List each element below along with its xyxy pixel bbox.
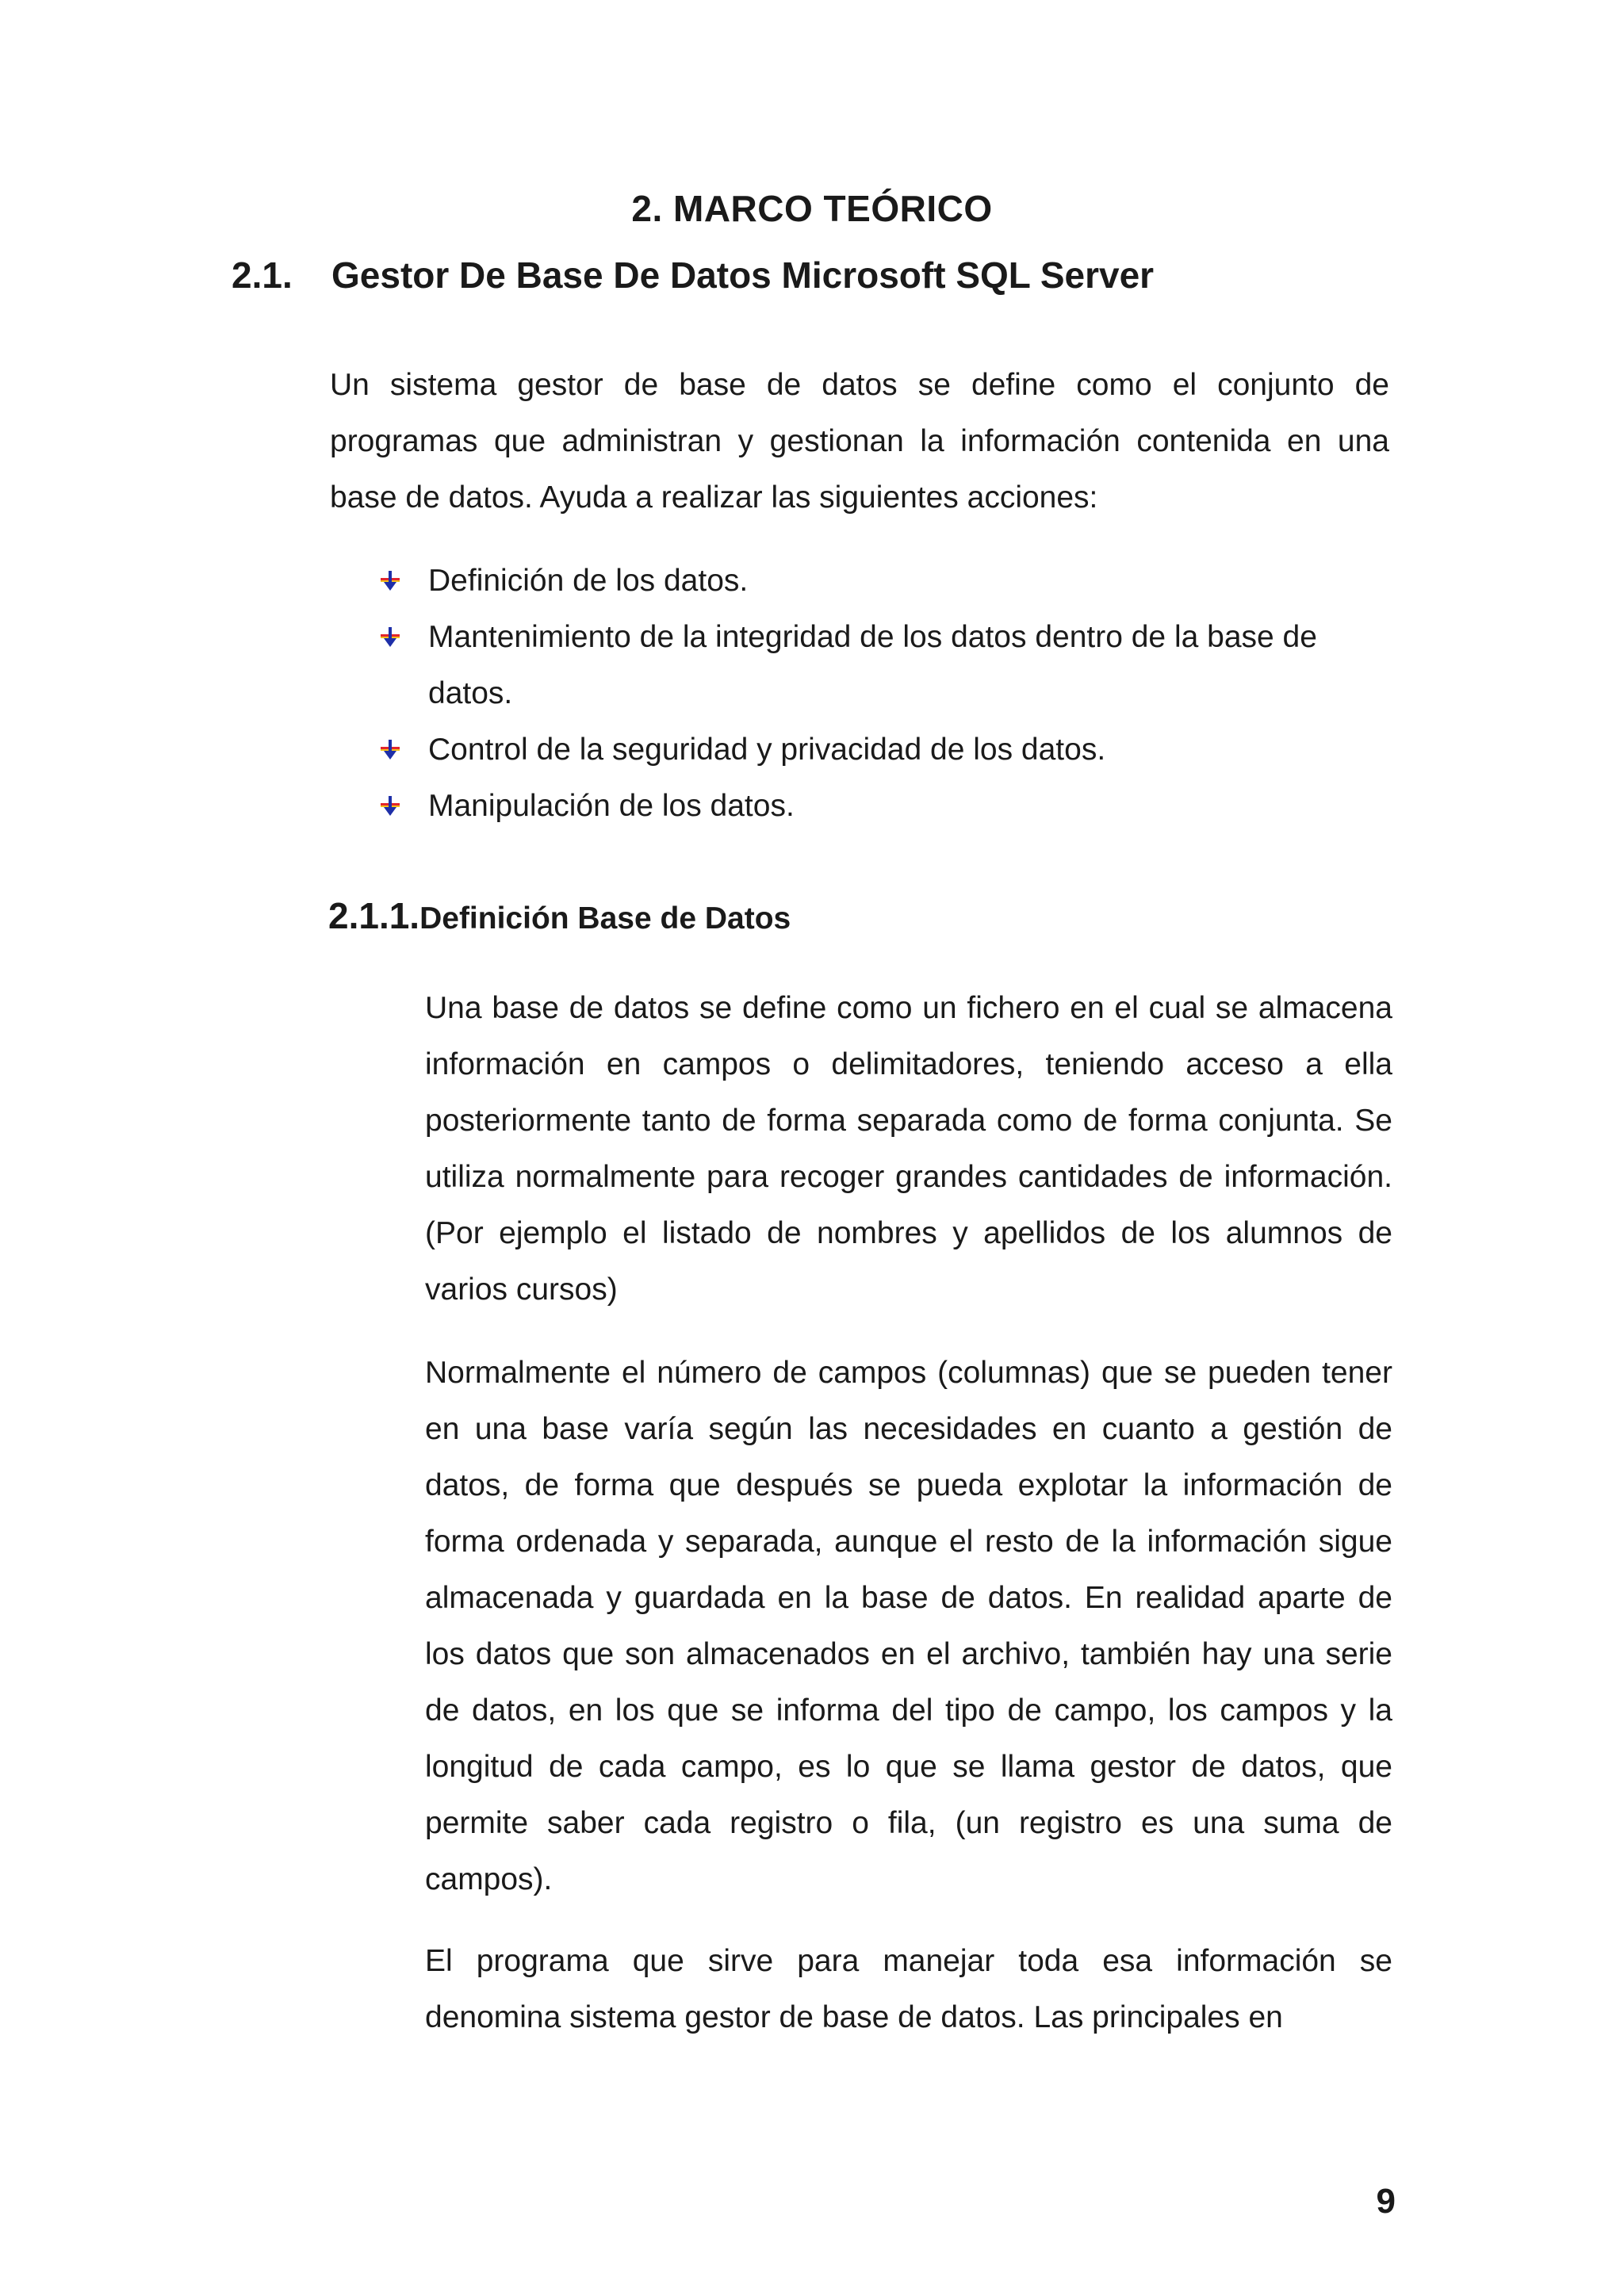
bullet-item [377,553,1389,609]
bullet-text: Definición de los datos. [428,564,749,598]
page-number: 9 [1376,2182,1396,2221]
bullet-text: Control de la seguridad y privacidad de los datos. [428,733,1106,767]
chapter-title: 2. MARCO TEÓRICO [631,188,993,229]
subsection-title: Definición Base de Datos [419,901,791,936]
push-pin-arrow-icon [377,626,403,649]
bullet-item [377,721,1389,778]
bullet-list [377,553,1389,834]
section-heading [232,254,1154,297]
push-pin-arrow-icon [377,570,403,592]
bullet-item [377,778,1389,834]
push-pin-arrow-icon [377,739,403,761]
subsection-paragraph: El programa que sirve para manejar toda esa información se denomina sistema gestor de base de datos. Las principales en [425,1944,1392,2034]
subsection-paragraph: Una base de datos se define como un fichero en el cual se almacena información en campos o delimitadores, teniendo acceso a ella posteriormente tanto de forma separada como de forma conjunta. Se utiliza normalmente para recoger grandes cantidades de información. (Por ejemplo el listado de nombres y apellidos de los alumnos de varios cursos) [425,991,1392,1307]
bullet-text: Mantenimiento de la integridad de los datos dentro de la base de datos. [428,620,1317,710]
bullet-item [377,609,1389,721]
push-pin-arrow-icon [377,795,403,817]
subsection-paragraph: Normalmente el número de campos (columnas) que se pueden tener en una base varía según las necesidades en cuanto a gestión de datos, de forma que después se pueda explotar la información de forma ordenada y separada, aunque el resto de la información sigue almacenada y guardada en la base de datos. En realidad aparte de los datos que son almacenados en el archivo, también hay una serie de datos, en los que se informa del tipo de campo, los campos y la longitud de cada campo, es lo que se llama gestor de datos, que permite saber cada registro o fila, (un registro es una suma de campos). [425,1356,1392,1896]
section-intro-paragraph: Un sistema gestor de base de datos se define como el conjunto de programas que administran y gestionan la información contenida en una base de datos. Ayuda a realizar las siguientes acciones: [330,368,1389,515]
bullet-text: Manipulación de los datos. [428,789,795,823]
subsection-number: 2.1.1. [328,895,420,936]
subsection-heading [328,894,791,937]
section-title: Gestor De Base De Datos Microsoft SQL Server [331,254,1155,296]
section-number: 2.1. [232,254,293,296]
